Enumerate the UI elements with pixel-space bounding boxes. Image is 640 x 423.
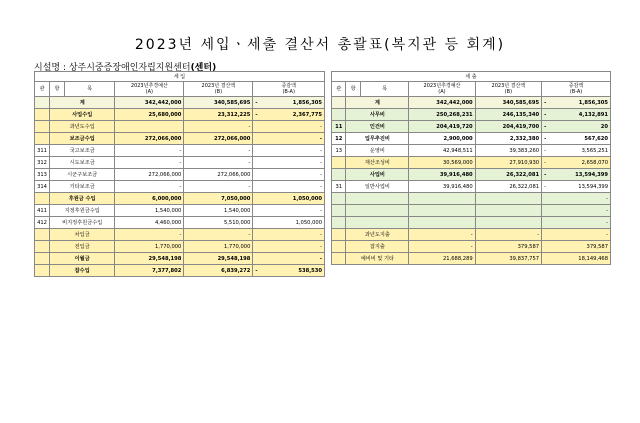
row-code xyxy=(332,169,346,181)
row-budget: - xyxy=(115,157,184,169)
row-diff-cell xyxy=(542,241,611,253)
row-code xyxy=(332,205,346,217)
row-diff: 1,050,000 xyxy=(292,195,322,202)
row-budget: 29,548,198 xyxy=(115,253,184,265)
col-budget: 2023년추경예산 (A) xyxy=(409,82,475,97)
row-diff: - xyxy=(606,207,608,214)
row-diff: - xyxy=(320,243,322,250)
row-settle: - xyxy=(184,145,253,157)
row-diff-cell xyxy=(253,253,325,265)
table-row xyxy=(332,205,611,217)
table-row xyxy=(35,181,325,193)
row-diff: 13,594,399 xyxy=(578,183,608,190)
row-name: 차입금 xyxy=(50,229,115,241)
table-row xyxy=(332,169,611,181)
table-row xyxy=(35,193,325,205)
row-diff: 567,620 xyxy=(584,135,608,142)
row-name: 운영비 xyxy=(346,145,409,157)
row-code xyxy=(332,241,346,253)
row-budget: - xyxy=(115,229,184,241)
row-name: 과년도지출 xyxy=(346,229,409,241)
row-diff: - xyxy=(320,183,322,190)
row-name: 과년도수입 xyxy=(50,121,115,133)
row-name: 시도보조금 xyxy=(50,157,115,169)
row-diff-sign: - xyxy=(544,111,547,118)
row-budget: 204,419,720 xyxy=(409,121,475,133)
row-diff-cell xyxy=(542,109,611,121)
row-budget: - xyxy=(115,145,184,157)
row-settle: 23,312,225 xyxy=(184,109,253,121)
row-budget: 42,948,511 xyxy=(409,145,475,157)
row-diff-cell xyxy=(542,193,611,205)
row-budget: - xyxy=(409,241,475,253)
table-row xyxy=(35,97,325,109)
col-mok: 목 xyxy=(65,82,115,97)
table-row xyxy=(332,145,611,157)
row-name: 지정후원금수입 xyxy=(50,205,115,217)
table-row xyxy=(332,229,611,241)
row-diff-cell xyxy=(253,205,325,217)
row-name: 비지정후원금수입 xyxy=(50,217,115,229)
row-diff: 1,856,305 xyxy=(578,99,608,106)
row-settle: 204,419,700 xyxy=(475,121,541,133)
row-name: 국고보조금 xyxy=(50,145,115,157)
table-row xyxy=(35,109,325,121)
row-diff: 2,658,070 xyxy=(581,159,608,166)
table-row xyxy=(332,241,611,253)
row-name xyxy=(346,205,409,217)
row-budget xyxy=(409,193,475,205)
row-diff-cell xyxy=(542,205,611,217)
row-diff: - xyxy=(319,255,322,262)
row-budget: 342,442,000 xyxy=(115,97,184,109)
row-budget: 1,540,000 xyxy=(115,205,184,217)
row-code: 311 xyxy=(35,145,50,157)
table-row xyxy=(332,193,611,205)
row-code: 12 xyxy=(332,133,346,145)
row-name: 계 xyxy=(346,97,409,109)
row-budget xyxy=(409,217,475,229)
row-diff-cell xyxy=(253,265,325,277)
row-budget xyxy=(115,121,184,133)
row-code: 411 xyxy=(35,205,50,217)
row-name: 보조금수입 xyxy=(50,133,115,145)
col-hang: 항 xyxy=(346,82,360,97)
row-code xyxy=(35,253,50,265)
row-diff: 379,587 xyxy=(586,243,608,250)
row-diff: 4,132,891 xyxy=(578,111,608,118)
row-budget: 2,900,000 xyxy=(409,133,475,145)
row-code: 314 xyxy=(35,181,50,193)
row-code xyxy=(332,193,346,205)
table-row xyxy=(35,205,325,217)
row-diff-cell xyxy=(542,229,611,241)
row-budget: 30,569,000 xyxy=(409,157,475,169)
row-settle: 7,050,000 xyxy=(184,193,253,205)
row-budget: 272,066,000 xyxy=(115,133,184,145)
row-budget: 7,377,802 xyxy=(115,265,184,277)
row-diff: - xyxy=(606,195,608,202)
row-name: 잡수입 xyxy=(50,265,115,277)
row-diff-sign: - xyxy=(544,159,546,166)
row-code: 313 xyxy=(35,169,50,181)
row-settle: 6,839,272 xyxy=(184,265,253,277)
row-settle xyxy=(475,193,541,205)
row-diff-cell xyxy=(253,97,325,109)
row-name: 사업수입 xyxy=(50,109,115,121)
row-diff-cell xyxy=(253,229,325,241)
row-code xyxy=(332,97,346,109)
row-code xyxy=(332,109,346,121)
row-name: 시군구보조금 xyxy=(50,169,115,181)
row-code: 11 xyxy=(332,121,346,133)
row-settle: 5,510,000 xyxy=(184,217,253,229)
row-settle: 340,585,695 xyxy=(184,97,253,109)
row-code xyxy=(332,217,346,229)
row-settle xyxy=(475,217,541,229)
row-diff-cell xyxy=(542,169,611,181)
row-settle: - xyxy=(184,229,253,241)
table-row xyxy=(35,121,325,133)
row-diff: 1,050,000 xyxy=(295,219,322,226)
row-settle: - xyxy=(475,229,541,241)
table-row xyxy=(35,265,325,277)
row-settle: 39,837,757 xyxy=(475,253,541,265)
row-budget xyxy=(409,205,475,217)
row-name: 후원금 수입 xyxy=(50,193,115,205)
row-diff-sign: - xyxy=(544,123,547,130)
row-diff-cell xyxy=(542,145,611,157)
row-settle: 340,585,695 xyxy=(475,97,541,109)
table-row xyxy=(332,97,611,109)
row-budget: 1,770,000 xyxy=(115,241,184,253)
row-settle: 26,322,081 xyxy=(475,181,541,193)
facility-label: 시설명 : 상주시중증장애인자립지원센터 xyxy=(34,63,191,73)
table-row xyxy=(35,133,325,145)
row-budget: 250,268,231 xyxy=(409,109,475,121)
row-code: 31 xyxy=(332,181,346,193)
table-row xyxy=(332,157,611,169)
row-diff-sign: - xyxy=(255,267,258,274)
row-budget: 21,688,289 xyxy=(409,253,475,265)
expenditure-section-header: 세 출 xyxy=(332,72,611,82)
table-row xyxy=(332,133,611,145)
facility-suffix: (센터) xyxy=(190,63,217,73)
row-budget: 6,000,000 xyxy=(115,193,184,205)
row-code xyxy=(35,121,50,133)
row-settle: 1,540,000 xyxy=(184,205,253,217)
row-budget: 4,460,000 xyxy=(115,217,184,229)
table-row xyxy=(35,241,325,253)
row-diff-cell xyxy=(253,145,325,157)
expenditure-table xyxy=(331,71,611,265)
row-diff: - xyxy=(320,159,322,166)
row-diff: - xyxy=(320,123,322,130)
row-name: 예비비 및 기타 xyxy=(346,253,409,265)
row-diff-cell xyxy=(542,253,611,265)
row-diff-cell xyxy=(542,181,611,193)
col-diff: 증감액 (B-A) xyxy=(542,82,611,97)
row-name: 사무비 xyxy=(346,109,409,121)
row-budget: 39,916,480 xyxy=(409,181,475,193)
row-diff-cell xyxy=(253,241,325,253)
row-diff-sign: - xyxy=(544,99,547,106)
col-settle: 2023년 결산액 (B) xyxy=(184,82,253,97)
row-code xyxy=(35,265,50,277)
row-diff-cell xyxy=(253,133,325,145)
row-diff: - xyxy=(320,231,322,238)
row-settle: 39,383,260 xyxy=(475,145,541,157)
row-diff-sign: - xyxy=(544,147,546,154)
row-budget: 272,066,000 xyxy=(115,169,184,181)
row-diff: 20 xyxy=(600,123,608,130)
row-settle: 26,322,081 xyxy=(475,169,541,181)
row-diff: - xyxy=(320,207,322,214)
row-diff: - xyxy=(320,171,322,178)
row-name: 인건비 xyxy=(346,121,409,133)
revenue-table xyxy=(34,71,325,277)
row-diff: - xyxy=(319,135,322,142)
row-name: 전입금 xyxy=(50,241,115,253)
table-row xyxy=(35,229,325,241)
col-diff: 증감액 (B-A) xyxy=(253,82,325,97)
row-diff-cell xyxy=(542,217,611,229)
row-budget: - xyxy=(409,229,475,241)
row-diff: 3,565,251 xyxy=(581,147,608,154)
row-budget: 342,442,000 xyxy=(409,97,475,109)
row-settle: 246,135,340 xyxy=(475,109,541,121)
row-diff-cell xyxy=(253,169,325,181)
row-code xyxy=(332,157,346,169)
row-settle: 272,066,000 xyxy=(184,133,253,145)
row-diff-cell xyxy=(253,217,325,229)
row-diff-sign: - xyxy=(255,99,258,106)
row-name: 계 xyxy=(50,97,115,109)
row-code xyxy=(35,229,50,241)
row-settle: 1,770,000 xyxy=(184,241,253,253)
col-gwan: 관 xyxy=(35,82,50,97)
table-row xyxy=(332,109,611,121)
revenue-section-header: 세 입 xyxy=(35,72,325,82)
row-diff-sign: - xyxy=(255,111,258,118)
row-settle: - xyxy=(184,157,253,169)
row-budget: 39,916,480 xyxy=(409,169,475,181)
row-diff-cell xyxy=(253,109,325,121)
row-code xyxy=(35,193,50,205)
row-diff-cell xyxy=(542,97,611,109)
table-row xyxy=(332,181,611,193)
row-budget: - xyxy=(115,181,184,193)
row-code xyxy=(35,109,50,121)
row-code xyxy=(35,133,50,145)
row-diff-sign: - xyxy=(544,135,547,142)
table-row xyxy=(35,253,325,265)
row-diff-cell xyxy=(253,193,325,205)
row-settle: 379,587 xyxy=(475,241,541,253)
row-settle: - xyxy=(184,121,253,133)
table-row xyxy=(35,145,325,157)
table-row xyxy=(35,169,325,181)
row-diff: 2,367,775 xyxy=(292,111,322,118)
row-settle: 27,910,930 xyxy=(475,157,541,169)
row-name: 업무추진비 xyxy=(346,133,409,145)
row-settle: - xyxy=(184,181,253,193)
table-row xyxy=(35,157,325,169)
row-name: 사업비 xyxy=(346,169,409,181)
row-settle: 272,066,000 xyxy=(184,169,253,181)
col-budget: 2023년추경예산 (A) xyxy=(115,82,184,97)
page-title: 2023년 세입ㆍ세출 결산서 총괄표(복지관 등 회계) xyxy=(134,37,506,53)
row-code xyxy=(35,241,50,253)
row-name xyxy=(346,193,409,205)
row-budget: 25,680,000 xyxy=(115,109,184,121)
row-diff: 13,594,399 xyxy=(575,171,608,178)
col-gwan: 관 xyxy=(332,82,346,97)
col-settle: 2023년 결산액 (B) xyxy=(475,82,541,97)
row-name: 기타보조금 xyxy=(50,181,115,193)
row-code: 13 xyxy=(332,145,346,157)
row-diff-sign: - xyxy=(544,171,547,178)
row-name: 재산조성비 xyxy=(346,157,409,169)
row-diff: 18,149,468 xyxy=(578,255,608,262)
row-diff-cell xyxy=(542,157,611,169)
table-row xyxy=(332,253,611,265)
table-row xyxy=(35,217,325,229)
row-code xyxy=(332,253,346,265)
table-row xyxy=(332,121,611,133)
row-diff-sign: - xyxy=(544,183,546,190)
row-diff-cell xyxy=(253,181,325,193)
row-code: 312 xyxy=(35,157,50,169)
row-code xyxy=(35,97,50,109)
row-diff: 538,530 xyxy=(298,267,322,274)
table-row xyxy=(332,217,611,229)
row-code: 412 xyxy=(35,217,50,229)
row-code xyxy=(332,229,346,241)
row-diff-cell xyxy=(542,133,611,145)
row-settle: 29,548,198 xyxy=(184,253,253,265)
row-diff: 1,856,305 xyxy=(292,99,322,106)
col-mok: 목 xyxy=(360,82,408,97)
row-name: 일반사업비 xyxy=(346,181,409,193)
row-settle xyxy=(475,205,541,217)
row-diff: - xyxy=(606,219,608,226)
col-hang: 항 xyxy=(50,82,65,97)
row-diff: - xyxy=(320,147,322,154)
row-name xyxy=(346,217,409,229)
row-diff: - xyxy=(606,231,608,238)
row-name: 잡지출 xyxy=(346,241,409,253)
row-name: 이월금 xyxy=(50,253,115,265)
row-diff-cell xyxy=(542,121,611,133)
row-settle: 2,332,380 xyxy=(475,133,541,145)
row-diff-cell xyxy=(253,157,325,169)
row-diff-cell xyxy=(253,121,325,133)
